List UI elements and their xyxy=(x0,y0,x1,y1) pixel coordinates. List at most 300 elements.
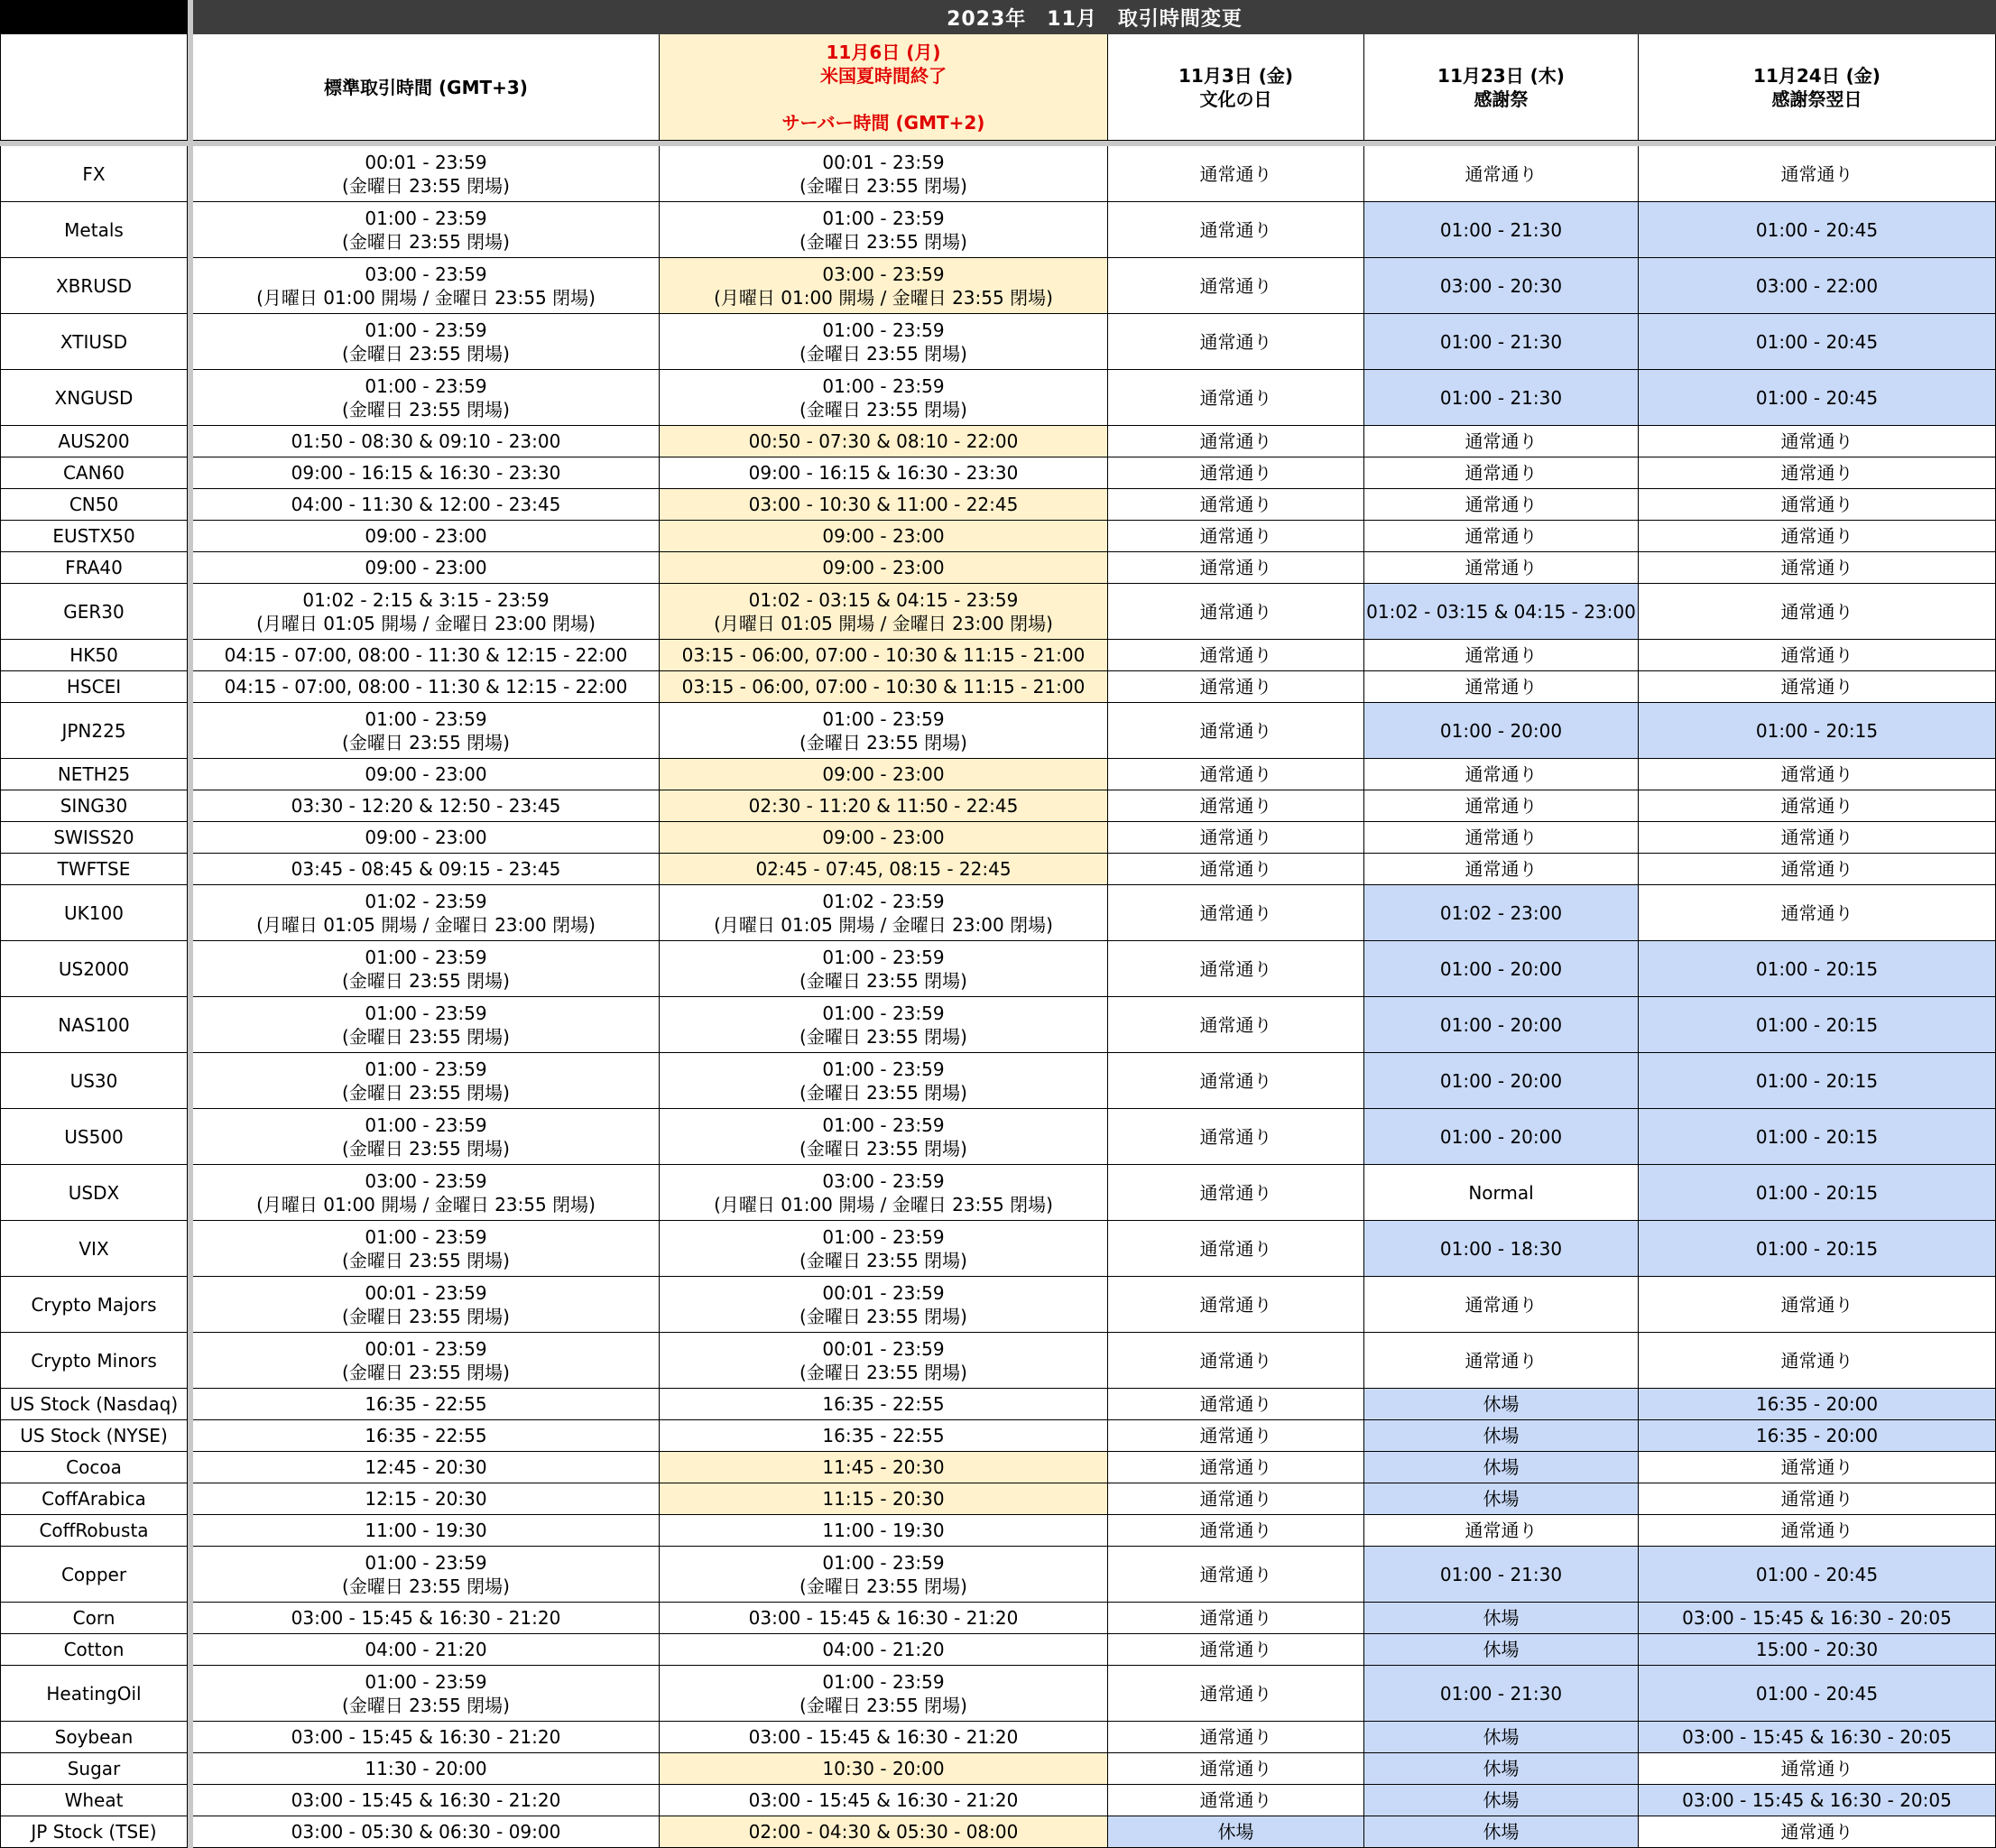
standard-hours-cell xyxy=(193,1221,660,1277)
cell-text: 通常通り xyxy=(1780,1520,1853,1541)
server-hours-cell xyxy=(660,314,1108,370)
cell-text: 通常通り xyxy=(1780,1758,1853,1779)
cell-time-line: 01:00 - 23:59 xyxy=(365,1225,487,1248)
nov23-cell xyxy=(1364,759,1639,790)
cell-text: 01:00 - 21:30 xyxy=(1439,330,1563,353)
cell-text: 01:00 - 20:45 xyxy=(1755,386,1879,409)
cell-note-line: (月曜日 01:05 開場 / 金曜日 23:00 閉場) xyxy=(256,913,596,936)
cell-note-line: (金曜日 23:55 閉場) xyxy=(799,342,967,365)
cell-time-line: 01:00 - 23:59 xyxy=(822,1058,945,1080)
cell-text: US Stock (Nasdaq) xyxy=(9,1393,179,1415)
cell-time-line: 01:00 - 23:59 xyxy=(822,319,945,341)
nov3-cell xyxy=(1108,790,1364,822)
standard-hours-cell xyxy=(193,854,660,885)
cell-text: 通常通り xyxy=(1780,430,1853,452)
cell-note-line: (金曜日 23:55 閉場) xyxy=(799,1575,967,1597)
cell-text: HeatingOil xyxy=(46,1682,142,1705)
cell-text: 03:00 - 22:00 xyxy=(1755,274,1879,297)
cell-text: 通常通り xyxy=(1199,162,1272,185)
nov3-cell xyxy=(1108,1053,1364,1109)
cell-time-line: 03:00 - 15:45 & 16:30 - 21:20 xyxy=(291,1726,561,1748)
standard-hours-cell xyxy=(193,1483,660,1515)
symbol-cell xyxy=(0,854,188,885)
cell-time-line: 11:00 - 19:30 xyxy=(365,1520,487,1541)
nov24-cell xyxy=(1639,521,1996,552)
nov3-cell xyxy=(1108,146,1364,202)
cell-text: 通常通り xyxy=(1465,430,1538,452)
nov3-cell xyxy=(1108,1666,1364,1722)
cell-text: 通常通り xyxy=(1199,1682,1272,1705)
nov3-cell xyxy=(1108,1785,1364,1816)
cell-note-line: (金曜日 23:55 閉場) xyxy=(342,1694,510,1716)
nov3-cell xyxy=(1108,552,1364,584)
nov3-cell xyxy=(1108,759,1364,790)
cell-text: 休場 xyxy=(1483,1726,1520,1748)
cell-text: Sugar xyxy=(67,1758,121,1779)
cell-time-line: 09:00 - 16:15 & 16:30 - 23:30 xyxy=(291,462,561,484)
header-nov24-event: 感謝祭翌日 xyxy=(1771,88,1862,110)
cell-text: TWFTSE xyxy=(57,858,131,880)
nov23-cell xyxy=(1364,521,1639,552)
cell-time-line: 01:00 - 23:59 xyxy=(365,946,487,968)
cell-text: 通常通り xyxy=(1465,827,1538,848)
server-hours-cell xyxy=(660,1722,1108,1753)
standard-hours-cell xyxy=(193,552,660,584)
nov23-cell xyxy=(1364,1389,1639,1420)
cell-note-line: (金曜日 23:55 閉場) xyxy=(799,230,967,253)
nov3-cell xyxy=(1108,1816,1364,1848)
cell-text: 01:00 - 21:30 xyxy=(1439,218,1563,241)
symbol-cell xyxy=(0,1221,188,1277)
nov23-cell xyxy=(1364,314,1639,370)
nov24-cell xyxy=(1639,885,1996,941)
cell-text: EUSTX50 xyxy=(52,525,135,547)
server-hours-cell xyxy=(660,1452,1108,1483)
nov24-cell xyxy=(1639,790,1996,822)
cell-time-line: 01:00 - 23:59 xyxy=(365,207,487,229)
cell-text: UK100 xyxy=(64,901,124,924)
cell-time-line: 11:00 - 19:30 xyxy=(822,1520,945,1541)
cell-time-line: 01:00 - 23:59 xyxy=(822,1551,945,1574)
header-nov6 xyxy=(660,34,1108,141)
symbol-cell xyxy=(0,584,188,640)
cell-text: 通常通り xyxy=(1780,557,1853,578)
server-hours-cell xyxy=(660,703,1108,759)
cell-text: 通常通り xyxy=(1199,494,1272,515)
cell-time-line: 03:00 - 23:59 xyxy=(365,263,487,285)
cell-text: 通常通り xyxy=(1199,330,1272,353)
cell-text: 通常通り xyxy=(1199,858,1272,880)
cell-time-line: 00:01 - 23:59 xyxy=(365,1281,487,1304)
symbol-cell xyxy=(0,258,188,314)
cell-time-line: 03:00 - 15:45 & 16:30 - 21:20 xyxy=(748,1726,1019,1748)
standard-hours-cell xyxy=(193,1277,660,1333)
cell-text: CoffArabica xyxy=(42,1488,146,1510)
cell-text: Wheat xyxy=(64,1789,124,1811)
symbol-cell xyxy=(0,202,188,258)
nov24-cell xyxy=(1639,146,1996,202)
cell-text: 通常通り xyxy=(1465,494,1538,515)
cell-text: Copper xyxy=(60,1563,127,1585)
cell-time-line: 11:45 - 20:30 xyxy=(822,1456,945,1478)
nov24-cell xyxy=(1639,552,1996,584)
cell-note-line: (月曜日 01:00 開場 / 金曜日 23:55 閉場) xyxy=(256,286,596,309)
standard-hours-cell xyxy=(193,1515,660,1547)
nov24-cell xyxy=(1639,671,1996,703)
nov24-cell xyxy=(1639,997,1996,1053)
cell-text: 通常通り xyxy=(1199,1563,1272,1585)
cell-text: 01:00 - 20:00 xyxy=(1439,719,1563,742)
symbol-cell xyxy=(0,1547,188,1603)
server-hours-cell xyxy=(660,1547,1108,1603)
cell-text: 01:00 - 21:30 xyxy=(1439,1682,1563,1705)
nov3-cell xyxy=(1108,1389,1364,1420)
nov3-cell xyxy=(1108,1109,1364,1165)
cell-note-line: (金曜日 23:55 閉場) xyxy=(342,1361,510,1383)
cell-text: 通常通り xyxy=(1199,386,1272,409)
nov24-cell xyxy=(1639,1165,1996,1221)
cell-text: 通常通り xyxy=(1199,719,1272,742)
standard-hours-cell xyxy=(193,1666,660,1722)
cell-text: 03:00 - 15:45 & 16:30 - 20:05 xyxy=(1682,1607,1952,1629)
cell-time-line: 03:15 - 06:00, 07:00 - 10:30 & 11:15 - 21:00 xyxy=(681,676,1086,698)
cell-text: 通常通り xyxy=(1465,162,1538,185)
cell-text: Cocoa xyxy=(66,1456,122,1478)
cell-time-line: 03:00 - 15:45 & 16:30 - 21:20 xyxy=(748,1789,1019,1811)
nov24-cell xyxy=(1639,1333,1996,1389)
nov23-cell xyxy=(1364,146,1639,202)
nov23-cell xyxy=(1364,1420,1639,1452)
server-hours-cell xyxy=(660,1165,1108,1221)
server-hours-cell xyxy=(660,1816,1108,1848)
cell-text: US500 xyxy=(64,1125,124,1148)
cell-time-line: 03:00 - 23:59 xyxy=(365,1169,487,1192)
cell-time-line: 16:35 - 22:55 xyxy=(822,1393,945,1415)
cell-text: 通常通り xyxy=(1780,1488,1853,1510)
cell-text: 休場 xyxy=(1483,1425,1520,1446)
symbol-cell xyxy=(0,146,188,202)
nov23-cell xyxy=(1364,1666,1639,1722)
cell-text: 通常通り xyxy=(1780,462,1853,484)
cell-note-line: (金曜日 23:55 閉場) xyxy=(342,398,510,420)
cell-note-line: (金曜日 23:55 閉場) xyxy=(799,1361,967,1383)
cell-time-line: 12:15 - 20:30 xyxy=(365,1488,487,1510)
cell-note-line: (金曜日 23:55 閉場) xyxy=(799,1025,967,1048)
server-hours-cell xyxy=(660,1389,1108,1420)
nov3-cell xyxy=(1108,1603,1364,1634)
nov3-cell xyxy=(1108,521,1364,552)
cell-time-line: 01:00 - 23:59 xyxy=(365,374,487,397)
cell-text: 通常通り xyxy=(1199,957,1272,980)
standard-hours-cell xyxy=(193,258,660,314)
cell-text: 通常通り xyxy=(1465,1349,1538,1372)
symbol-cell xyxy=(0,457,188,489)
cell-text: 休場 xyxy=(1483,1488,1520,1510)
cell-text: 通常通り xyxy=(1780,901,1853,924)
cell-time-line: 04:15 - 07:00, 08:00 - 11:30 & 12:15 - 22:00 xyxy=(224,644,628,666)
standard-hours-cell xyxy=(193,1634,660,1666)
standard-hours-cell xyxy=(193,370,660,426)
cell-text: 通常通り xyxy=(1780,1821,1853,1843)
nov23-cell xyxy=(1364,457,1639,489)
cell-text: 03:00 - 20:30 xyxy=(1439,274,1563,297)
nov3-cell xyxy=(1108,640,1364,671)
nov24-cell xyxy=(1639,1420,1996,1452)
cell-time-line: 09:00 - 23:00 xyxy=(822,525,945,547)
nov23-cell xyxy=(1364,584,1639,640)
cell-note-line: (月曜日 01:05 開場 / 金曜日 23:00 閉場) xyxy=(256,612,596,634)
cell-text: 01:00 - 20:00 xyxy=(1439,1069,1563,1092)
nov24-cell xyxy=(1639,941,1996,997)
cell-time-line: 00:50 - 07:30 & 08:10 - 22:00 xyxy=(748,430,1019,452)
cell-time-line: 11:15 - 20:30 xyxy=(822,1488,945,1510)
cell-text: 通常通り xyxy=(1199,1488,1272,1510)
cell-time-line: 02:00 - 04:30 & 05:30 - 08:00 xyxy=(748,1821,1019,1843)
cell-note-line: (月曜日 01:00 開場 / 金曜日 23:55 閉場) xyxy=(256,1193,596,1215)
cell-text: NAS100 xyxy=(58,1013,130,1036)
symbol-cell xyxy=(0,822,188,854)
cell-text: 休場 xyxy=(1483,1821,1520,1843)
nov24-cell xyxy=(1639,1221,1996,1277)
cell-time-line: 01:00 - 23:59 xyxy=(822,207,945,229)
header-nov3-event: 文化の日 xyxy=(1199,88,1272,110)
standard-hours-cell xyxy=(193,146,660,202)
cell-text: US30 xyxy=(69,1069,118,1092)
standard-hours-cell xyxy=(193,1547,660,1603)
nov23-cell xyxy=(1364,1603,1639,1634)
symbol-cell xyxy=(0,1389,188,1420)
nov23-cell xyxy=(1364,1785,1639,1816)
cell-note-line: (金曜日 23:55 閉場) xyxy=(799,398,967,420)
header-nov6-date: 11月6日 (月) xyxy=(826,41,941,63)
cell-text: Crypto Majors xyxy=(31,1293,157,1316)
nov24-cell xyxy=(1639,1753,1996,1785)
nov3-cell xyxy=(1108,854,1364,885)
nov3-cell xyxy=(1108,202,1364,258)
cell-text: XTIUSD xyxy=(60,330,128,353)
nov24-cell xyxy=(1639,1785,1996,1816)
cell-text: 通常通り xyxy=(1780,763,1853,785)
cell-text: 通常通り xyxy=(1199,462,1272,484)
cell-time-line: 00:01 - 23:59 xyxy=(365,1337,487,1360)
nov3-cell xyxy=(1108,1722,1364,1753)
cell-text: 01:00 - 20:15 xyxy=(1755,1069,1879,1092)
nov3-cell xyxy=(1108,258,1364,314)
server-hours-cell xyxy=(660,258,1108,314)
cell-note-line: (金曜日 23:55 閉場) xyxy=(799,731,967,753)
nov23-cell xyxy=(1364,370,1639,426)
server-hours-cell xyxy=(660,790,1108,822)
cell-text: Corn xyxy=(72,1607,116,1629)
nov23-cell xyxy=(1364,1452,1639,1483)
cell-text: 通常通り xyxy=(1199,1237,1272,1260)
server-hours-cell xyxy=(660,584,1108,640)
cell-time-line: 01:02 - 03:15 & 04:15 - 23:59 xyxy=(748,588,1019,611)
cell-time-line: 01:00 - 23:59 xyxy=(365,707,487,730)
cell-text: 通常通り xyxy=(1199,1425,1272,1446)
nov3-cell xyxy=(1108,885,1364,941)
cell-text: US Stock (NYSE) xyxy=(20,1425,168,1446)
header-standard-hours xyxy=(193,34,660,141)
cell-text: 通常通り xyxy=(1465,795,1538,817)
nov3-cell xyxy=(1108,997,1364,1053)
cell-note-line: (金曜日 23:55 閉場) xyxy=(799,174,967,197)
cell-time-line: 04:00 - 11:30 & 12:00 - 23:45 xyxy=(291,494,561,515)
standard-hours-cell xyxy=(193,759,660,790)
nov24-cell xyxy=(1639,314,1996,370)
symbol-cell xyxy=(0,1722,188,1753)
cell-text: JP Stock (TSE) xyxy=(31,1821,157,1843)
symbol-cell xyxy=(0,1165,188,1221)
symbol-cell xyxy=(0,1333,188,1389)
cell-text: 通常通り xyxy=(1199,1456,1272,1478)
server-hours-cell xyxy=(660,640,1108,671)
header-blank-cell xyxy=(0,34,188,141)
symbol-cell xyxy=(0,1452,188,1483)
cell-text: 休場 xyxy=(1483,1393,1520,1415)
cell-text: 通常通り xyxy=(1780,795,1853,817)
cell-text: FRA40 xyxy=(65,557,123,578)
nov24-cell xyxy=(1639,1547,1996,1603)
nov3-cell xyxy=(1108,1277,1364,1333)
server-hours-cell xyxy=(660,1109,1108,1165)
nov3-cell xyxy=(1108,426,1364,457)
standard-hours-cell xyxy=(193,1420,660,1452)
cell-text: 01:00 - 20:15 xyxy=(1755,719,1879,742)
cell-text: 通常通り xyxy=(1199,1726,1272,1748)
nov23-cell xyxy=(1364,1333,1639,1389)
nov23-cell xyxy=(1364,671,1639,703)
nov24-cell xyxy=(1639,1109,1996,1165)
nov3-cell xyxy=(1108,1547,1364,1603)
server-hours-cell xyxy=(660,1483,1108,1515)
cell-note-line: (金曜日 23:55 閉場) xyxy=(799,1081,967,1104)
cell-text: 通常通り xyxy=(1199,430,1272,452)
symbol-cell xyxy=(0,370,188,426)
cell-text: US2000 xyxy=(58,957,130,980)
cell-time-line: 11:30 - 20:00 xyxy=(365,1758,487,1779)
cell-text: 通常通り xyxy=(1465,462,1538,484)
cell-time-line: 03:00 - 10:30 & 11:00 - 22:45 xyxy=(748,494,1019,515)
nov24-cell xyxy=(1639,489,1996,521)
cell-text: 01:00 - 20:45 xyxy=(1755,330,1879,353)
cell-text: 通常通り xyxy=(1465,557,1538,578)
cell-text: 通常通り xyxy=(1199,1789,1272,1811)
nov23-cell xyxy=(1364,1816,1639,1848)
server-hours-cell xyxy=(660,885,1108,941)
cell-text: 01:00 - 20:00 xyxy=(1439,957,1563,980)
cell-time-line: 02:45 - 07:45, 08:15 - 22:45 xyxy=(755,858,1012,880)
cell-text: CAN60 xyxy=(62,462,125,484)
standard-hours-cell xyxy=(193,314,660,370)
nov23-cell xyxy=(1364,1221,1639,1277)
cell-text: NETH25 xyxy=(57,763,131,785)
header-nov6-server: サーバー時間 (GMT+2) xyxy=(781,111,985,134)
nov24-cell xyxy=(1639,370,1996,426)
symbol-cell xyxy=(0,640,188,671)
cell-text: 通常通り xyxy=(1780,827,1853,848)
cell-text: 通常通り xyxy=(1199,1069,1272,1092)
cell-note-line: (金曜日 23:55 閉場) xyxy=(342,1081,510,1104)
cell-time-line: 01:00 - 23:59 xyxy=(365,1670,487,1693)
cell-text: VIX xyxy=(79,1237,109,1260)
cell-time-line: 00:01 - 23:59 xyxy=(822,1337,945,1360)
header-nov3-date: 11月3日 (金) xyxy=(1178,64,1293,87)
cell-text: 01:00 - 18:30 xyxy=(1439,1237,1563,1260)
nov23-cell xyxy=(1364,258,1639,314)
cell-time-line: 01:00 - 23:59 xyxy=(822,1670,945,1693)
cell-text: 通常通り xyxy=(1199,1013,1272,1036)
header-nov3 xyxy=(1108,34,1364,141)
cell-note-line: (金曜日 23:55 閉場) xyxy=(342,731,510,753)
cell-time-line: 01:00 - 23:59 xyxy=(365,1551,487,1574)
cell-time-line: 01:00 - 23:59 xyxy=(822,1113,945,1136)
cell-text: 休場 xyxy=(1483,1639,1520,1660)
server-hours-cell xyxy=(660,457,1108,489)
nov23-cell xyxy=(1364,552,1639,584)
cell-text: 通常通り xyxy=(1199,1393,1272,1415)
cell-text: USDX xyxy=(68,1181,120,1204)
cell-text: 通常通り xyxy=(1199,1349,1272,1372)
standard-hours-cell xyxy=(193,202,660,258)
nov24-cell xyxy=(1639,1634,1996,1666)
cell-text: 通常通り xyxy=(1199,1125,1272,1148)
nov3-cell xyxy=(1108,1753,1364,1785)
cell-text: HSCEI xyxy=(66,676,122,698)
nov3-cell xyxy=(1108,457,1364,489)
symbol-cell xyxy=(0,1753,188,1785)
cell-time-line: 09:00 - 16:15 & 16:30 - 23:30 xyxy=(748,462,1019,484)
symbol-cell xyxy=(0,885,188,941)
nov23-cell xyxy=(1364,1109,1639,1165)
cell-time-line: 01:00 - 23:59 xyxy=(822,374,945,397)
nov23-cell xyxy=(1364,1165,1639,1221)
nov24-cell xyxy=(1639,426,1996,457)
cell-text: 通常通り xyxy=(1199,218,1272,241)
cell-text: 通常通り xyxy=(1780,525,1853,547)
cell-text: 通常通り xyxy=(1199,1520,1272,1541)
cell-text: 通常通り xyxy=(1199,525,1272,547)
cell-text: XBRUSD xyxy=(55,274,133,297)
cell-text: 01:00 - 20:00 xyxy=(1439,1125,1563,1148)
cell-time-line: 16:35 - 22:55 xyxy=(365,1425,487,1446)
server-hours-cell xyxy=(660,202,1108,258)
nov3-cell xyxy=(1108,1420,1364,1452)
server-hours-cell xyxy=(660,1666,1108,1722)
cell-text: 通常通り xyxy=(1199,763,1272,785)
nov23-cell xyxy=(1364,790,1639,822)
cell-time-line: 01:00 - 23:59 xyxy=(365,1002,487,1024)
cell-time-line: 01:00 - 23:59 xyxy=(822,946,945,968)
nov23-cell xyxy=(1364,1515,1639,1547)
cell-text: 休場 xyxy=(1483,1758,1520,1779)
cell-text: 休場 xyxy=(1217,1821,1254,1843)
cell-time-line: 09:00 - 23:00 xyxy=(822,827,945,848)
server-hours-cell xyxy=(660,1277,1108,1333)
symbol-cell xyxy=(0,1634,188,1666)
symbol-cell xyxy=(0,1785,188,1816)
standard-hours-cell xyxy=(193,941,660,997)
standard-hours-cell xyxy=(193,703,660,759)
cell-note-line: (月曜日 01:05 開場 / 金曜日 23:00 閉場) xyxy=(714,612,1053,634)
cell-time-line: 01:50 - 08:30 & 09:10 - 23:00 xyxy=(291,430,561,452)
cell-time-line: 03:45 - 08:45 & 09:15 - 23:45 xyxy=(291,858,561,880)
standard-hours-cell xyxy=(193,1722,660,1753)
nov23-cell xyxy=(1364,1634,1639,1666)
symbol-cell xyxy=(0,1053,188,1109)
cell-text: 通常通り xyxy=(1780,162,1853,185)
cell-text: 01:00 - 20:45 xyxy=(1755,218,1879,241)
